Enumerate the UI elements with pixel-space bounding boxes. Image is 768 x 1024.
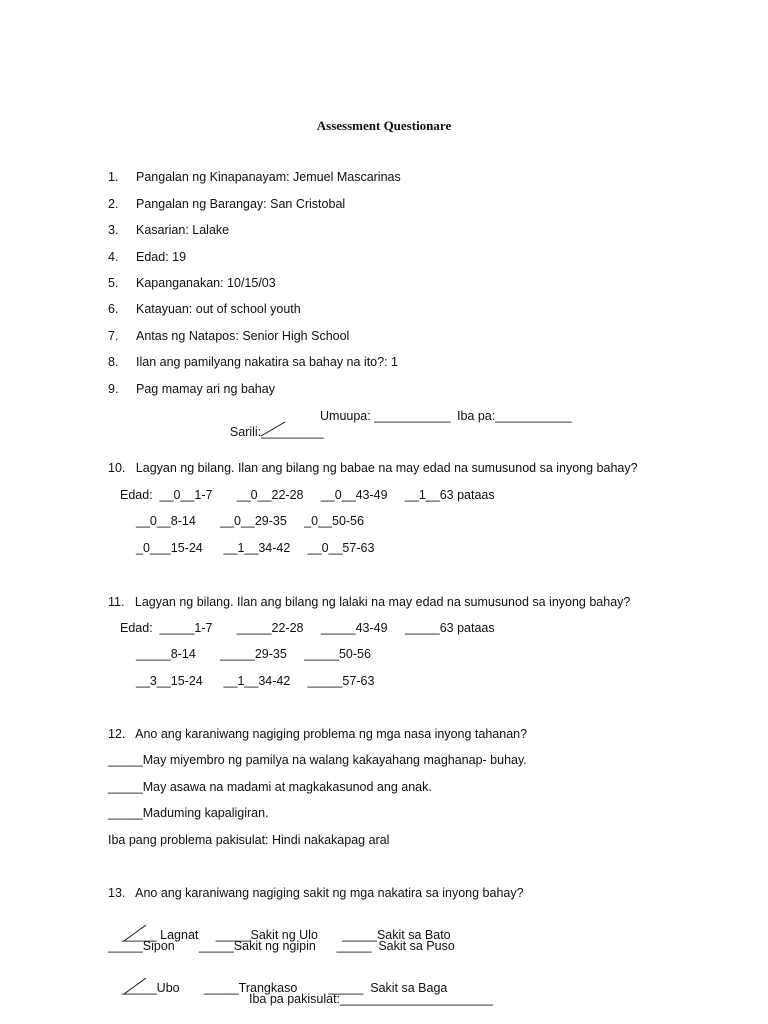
item-9-number: 9. — [108, 382, 119, 396]
q12-option-1[interactable]: _____May miyembro ng pamilya na walang kakayahang maghanap- buhay. — [108, 753, 527, 767]
item-3-number: 3. — [108, 223, 119, 237]
q12-question: 12. Ano ang karaniwang nagiging problema ng mga nasa inyong tahanan? — [108, 727, 528, 741]
item-4-number: 4. — [108, 250, 119, 264]
item-3-text: Kasarian: Lalake — [136, 223, 230, 237]
sarili-label: Sarili: — [229, 425, 262, 439]
q12-other[interactable]: Iba pang problema pakisulat: Hindi nakakapag aral — [108, 833, 390, 847]
item-2-number: 2. — [108, 197, 119, 211]
q13-other[interactable]: Iba pa pakisulat:______________________ — [249, 992, 493, 1006]
ownership-umuupa[interactable]: Umuupa: ___________ — [320, 409, 451, 423]
q13-row-1-text[interactable]: Lagnat _____Sakit ng Ulo _____Sakit sa Bato — [156, 928, 451, 942]
item-4-text: Edad: 19 — [136, 250, 187, 264]
q11-question: 11. Lagyan ng bilang. Ilan ang bilang ng lalaki na may edad na sumusunod sa inyong bahay? — [108, 595, 631, 609]
ubo-blank: _____ — [121, 981, 157, 995]
sarili-checkmark-field[interactable] — [261, 424, 324, 440]
ubo-checkmark-field[interactable] — [122, 980, 157, 996]
item-8-text: Ilan ang pamilyang nakatira sa bahay na ito?: 1 — [136, 355, 398, 369]
q13-question: 13. Ano ang karaniwang nagiging sakit ng mga nakatira sa inyong bahay? — [108, 886, 524, 900]
q10-row-3[interactable]: _0___15-24 __1__34-42 __0__57-63 — [136, 541, 375, 555]
document-title: Assessment Questionare — [316, 118, 452, 133]
ownership-iba-pa[interactable]: Iba pa:___________ — [457, 409, 572, 423]
item-8-number: 8. — [108, 355, 119, 369]
sarili-blank: _________ — [261, 425, 324, 439]
q11-row-2[interactable]: _____8-14 _____29-35 _____50-56 — [136, 647, 371, 661]
q13-row-3-text[interactable]: Ubo _____Trangkaso _____ Sakit sa Baga — [156, 981, 448, 995]
q10-row-2[interactable]: __0__8-14 __0__29-35 _0__50-56 — [136, 514, 364, 528]
q10-question: 10. Lagyan ng bilang. Ilan ang bilang ng babae na may edad na sumusunod sa inyong bahay? — [108, 461, 638, 475]
item-5-number: 5. — [108, 276, 119, 290]
item-6-text: Katayuan: out of school youth — [136, 302, 301, 316]
lagnat-blank: _____ — [121, 928, 157, 942]
item-6-number: 6. — [108, 302, 119, 316]
item-7-number: 7. — [108, 329, 119, 343]
q10-row-1[interactable]: Edad: __0__1-7 __0__22-28 __0__43-49 __1__63 pataas — [120, 488, 495, 502]
q13-row-2[interactable]: _____Sipon _____Sakit ng ngipin _____ Sakit sa Puso — [108, 939, 455, 953]
q12-option-2[interactable]: _____May asawa na madami at magkakasunod ang anak. — [108, 780, 432, 794]
item-9-text: Pag mamay ari ng bahay — [136, 382, 275, 396]
q12-option-3[interactable]: _____Maduming kapaligiran. — [108, 806, 269, 820]
q11-row-3[interactable]: __3__15-24 __1__34-42 _____57-63 — [136, 674, 375, 688]
item-1-number: 1. — [108, 170, 119, 184]
q11-row-1[interactable]: Edad: _____1-7 _____22-28 _____43-49 _____63 pataas — [120, 621, 495, 635]
item-2-text: Pangalan ng Barangay: San Cristobal — [136, 197, 346, 211]
item-1-text: Pangalan ng Kinapanayam: Jemuel Mascarinas — [136, 170, 401, 184]
item-7-text: Antas ng Natapos: Senior High School — [136, 329, 350, 343]
item-5-text: Kapanganakan: 10/15/03 — [136, 276, 276, 290]
check-slash-icon — [120, 976, 150, 996]
check-slash-icon — [259, 420, 289, 440]
ownership-sarili — [216, 408, 324, 456]
